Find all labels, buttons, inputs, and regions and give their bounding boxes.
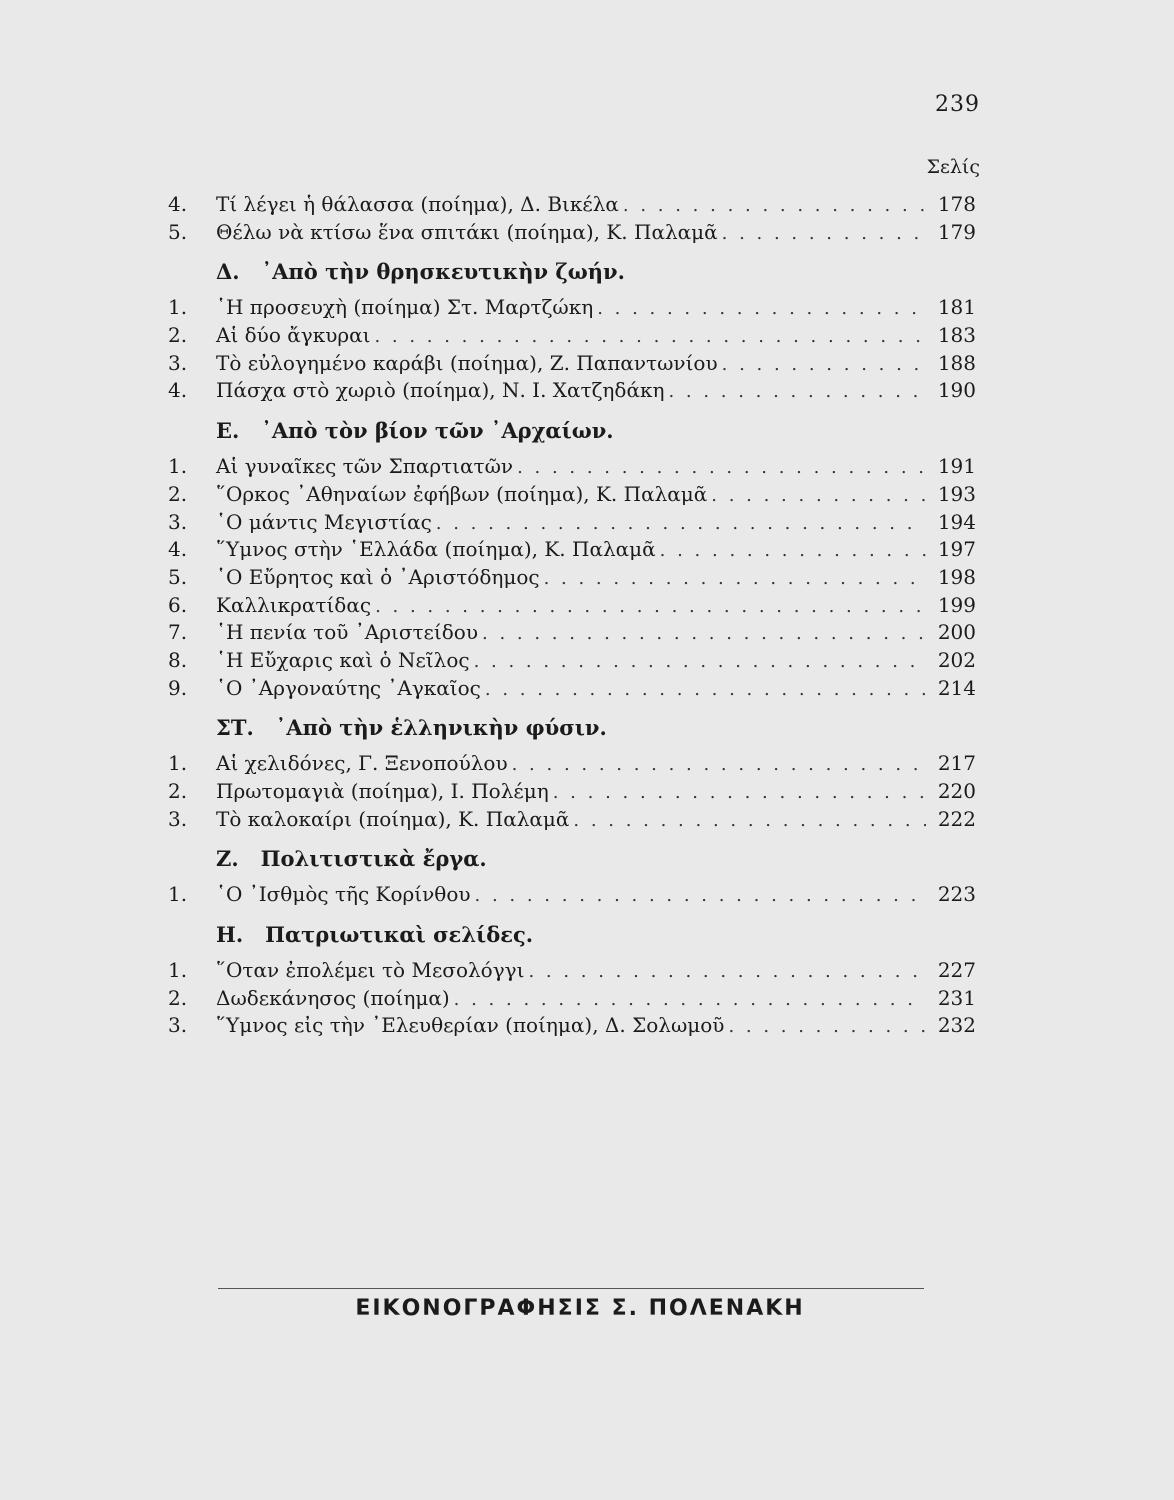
- entry-title: Θέλω νὰ κτίσω ἕνα σπιτάκι (ποίημα), Κ. Παλαμᾶ: [216, 219, 718, 244]
- entry-number: 1.: [168, 454, 188, 479]
- entry-number: 4.: [168, 192, 188, 216]
- section-heading: [216, 922, 976, 952]
- section-heading: [216, 846, 976, 876]
- dot-leader: [722, 223, 926, 244]
- toc-entry: [168, 958, 976, 986]
- entry-page-number: 232: [937, 1013, 976, 1038]
- entry-page-number: 183: [937, 323, 976, 348]
- dot-leader: [528, 961, 926, 982]
- entry-page-number: 181: [937, 295, 976, 320]
- entry-title: ῾Ο ᾿Αργοναύτης ᾿Αγκαῖος: [216, 675, 481, 700]
- section-letter: Δ.: [216, 259, 240, 285]
- section-title: Πατριωτικαὶ σελίδες.: [265, 922, 534, 948]
- dot-leader: [728, 1016, 926, 1037]
- section-letter: Ζ.: [216, 846, 239, 872]
- entry-title: Πάσχα στὸ χωριὸ (ποίημα), Ν. Ι. Χατζηδάκη: [216, 378, 665, 403]
- entry-title: ῾Η πενία τοῦ ᾿Αριστείδου: [216, 620, 478, 645]
- entry-page-number: 178: [937, 192, 976, 216]
- entry-number: 8.: [168, 647, 188, 672]
- section-title: ᾿Απὸ τὴν θρησκευτικὴν ζωήν.: [261, 259, 625, 285]
- entry-number: 4.: [168, 537, 188, 562]
- entry-page-number: 214: [937, 675, 976, 700]
- entry-title: Τὸ καλοκαίρι (ποίημα), Κ. Παλαμᾶ: [216, 806, 570, 831]
- section-letter: Ε.: [216, 418, 240, 444]
- dot-leader: [512, 754, 926, 775]
- entry-title: ῾Ο μάντις Μεγιστίας: [216, 509, 432, 534]
- entry-number: 1.: [168, 295, 188, 320]
- dot-leader: [454, 989, 926, 1010]
- toc-entry: [168, 751, 976, 779]
- section-heading: [216, 259, 976, 289]
- divider-rule: [218, 1288, 924, 1289]
- entry-number: 5.: [168, 219, 188, 244]
- entry-number: 7.: [168, 620, 188, 645]
- toc-entry: [168, 807, 976, 835]
- entry-number: 1.: [168, 751, 188, 776]
- dot-leader: [623, 195, 926, 216]
- entry-number: 9.: [168, 675, 188, 700]
- entry-page-number: 231: [937, 985, 976, 1010]
- toc-entry: [168, 676, 976, 704]
- entry-title: Αἱ γυναῖκες τῶν Σπαρτιατῶν: [216, 454, 514, 479]
- entry-title: ῾Ο Εὔρητος καὶ ὁ ᾿Αριστόδημος: [216, 564, 540, 589]
- entry-number: 2.: [168, 985, 188, 1010]
- entry-page-number: 199: [937, 592, 976, 617]
- toc-entry: [168, 565, 976, 593]
- toc-entry: [168, 779, 976, 807]
- section-title: Πολιτιστικὰ ἔργα.: [260, 846, 487, 872]
- dot-leader: [436, 513, 926, 534]
- entry-page-number: 198: [937, 564, 976, 589]
- toc-entry: [168, 482, 976, 510]
- toc-entry: [168, 295, 976, 323]
- page-column-label: Σελίς: [926, 156, 980, 178]
- entry-page-number: 220: [937, 779, 976, 803]
- entry-page-number: 227: [937, 958, 976, 983]
- dot-leader: [711, 485, 926, 506]
- entry-title: ῞Οταν ἐπολέμει τὸ Μεσολόγγι: [216, 958, 525, 983]
- entry-title: Αἱ χελιδόνες, Γ. Ξενοπούλου: [216, 751, 508, 776]
- toc-entry: [168, 220, 976, 248]
- entry-title: ῞Ορκος ᾿Αθηναίων ἐφήβων (ποίημα), Κ. Παλαμᾶ: [216, 481, 708, 506]
- section-title: ᾿Απὸ τὴν ἑλληνικὴν φύσιν.: [275, 715, 607, 741]
- toc-entry: [168, 620, 976, 648]
- illustration-credit: ΕΙΚΟΝΟΓΡΑΦΗΣΙΣ Σ. ΠΟΛΕΝΑΚΗ: [355, 1296, 805, 1321]
- dot-leader: [544, 568, 926, 589]
- dot-leader: [553, 782, 926, 803]
- entry-title: ῾Η Εὔχαρις καὶ ὁ Νεῖλος: [216, 647, 470, 672]
- entry-title: Τί λέγει ἡ θάλασσα (ποίημα), Δ. Βικέλα: [216, 192, 619, 216]
- entry-page-number: 194: [937, 509, 976, 534]
- dot-leader: [482, 623, 926, 644]
- dot-leader: [597, 298, 926, 319]
- dot-leader: [474, 651, 926, 672]
- table-of-contents: [168, 192, 976, 1041]
- toc-entry: [168, 510, 976, 538]
- entry-title: Πρωτομαγιὰ (ποίημα), Ι. Πολέμη: [216, 779, 549, 803]
- entry-number: 3.: [168, 1013, 188, 1038]
- entry-page-number: 188: [937, 350, 976, 375]
- entry-title: Τὸ εὐλογημένο καράβι (ποίημα), Ζ. Παπαντωνίου: [216, 350, 718, 375]
- entry-number: 2.: [168, 481, 188, 506]
- entry-number: 1.: [168, 882, 188, 907]
- entry-title: Καλλικρατίδας: [216, 592, 372, 617]
- entry-page-number: 200: [937, 620, 976, 645]
- entry-page-number: 223: [937, 882, 976, 907]
- entry-number: 1.: [168, 958, 188, 983]
- dot-leader: [475, 885, 926, 906]
- toc-entry: [168, 351, 976, 379]
- toc-entry: [168, 882, 976, 910]
- toc-entry: [168, 593, 976, 621]
- toc-entry: [168, 648, 976, 676]
- entry-title: Δωδεκάνησος (ποίημα): [216, 985, 450, 1010]
- toc-entry: [168, 537, 976, 565]
- entry-number: 2.: [168, 779, 188, 803]
- entry-page-number: 190: [937, 378, 976, 403]
- toc-entry: [168, 192, 976, 220]
- entry-page-number: 179: [937, 219, 976, 244]
- toc-entry: [168, 1013, 976, 1041]
- entry-page-number: 202: [937, 647, 976, 672]
- dot-leader: [668, 381, 926, 402]
- toc-entry: [168, 986, 976, 1014]
- toc-entry: [168, 454, 976, 482]
- toc-entry: [168, 323, 976, 351]
- section-title: ᾿Απὸ τὸν βίον τῶν ᾿Αρχαίων.: [261, 418, 614, 444]
- dot-leader: [375, 596, 926, 617]
- entry-page-number: 222: [937, 806, 976, 831]
- dot-leader: [485, 679, 926, 700]
- toc-entry: [168, 378, 976, 406]
- page-number: 239: [935, 92, 980, 117]
- entry-page-number: 191: [937, 454, 976, 479]
- entry-title: ῞Υμνος εἰς τὴν ᾿Ελευθερίαν (ποίημα), Δ. Σολωμοῦ: [216, 1013, 725, 1038]
- section-heading: [216, 715, 976, 745]
- entry-page-number: 193: [937, 481, 976, 506]
- dot-leader: [660, 540, 926, 561]
- entry-number: 2.: [168, 323, 188, 348]
- entry-number: 5.: [168, 564, 188, 589]
- dot-leader: [517, 457, 926, 478]
- entry-number: 4.: [168, 378, 188, 403]
- entry-number: 3.: [168, 509, 188, 534]
- entry-number: 6.: [168, 592, 188, 617]
- entry-title: Αἱ δύο ἄγκυραι: [216, 323, 371, 348]
- entry-number: 3.: [168, 350, 188, 375]
- entry-title: ῾Ο ᾿Ισθμὸς τῆς Κορίνθου: [216, 882, 471, 907]
- entry-page-number: 197: [937, 537, 976, 562]
- dot-leader: [573, 810, 926, 831]
- dot-leader: [722, 354, 926, 375]
- entry-title: ῞Υμνος στὴν ῾Ελλάδα (ποίημα), Κ. Παλαμᾶ: [216, 537, 656, 562]
- section-heading: [216, 418, 976, 448]
- entry-title: ῾Η προσευχὴ (ποίημα) Στ. Μαρτζώκη: [216, 295, 594, 320]
- dot-leader: [374, 326, 926, 347]
- section-letter: ΣΤ.: [216, 715, 254, 741]
- entry-page-number: 217: [937, 751, 976, 776]
- section-letter: Η.: [216, 922, 244, 948]
- entry-number: 3.: [168, 806, 188, 831]
